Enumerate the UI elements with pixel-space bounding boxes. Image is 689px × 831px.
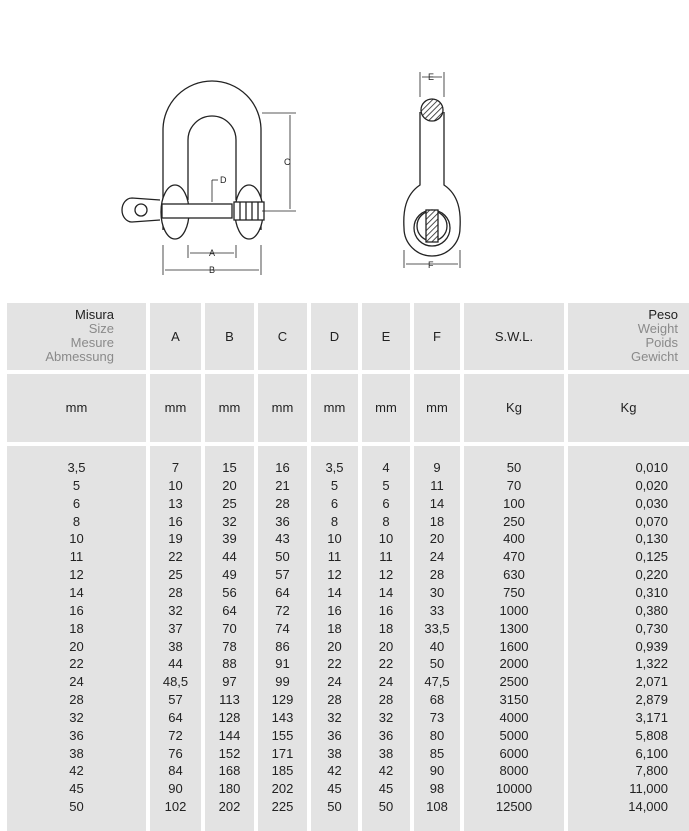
unit-size: mm (65, 400, 88, 415)
cell-e: 45 (378, 781, 394, 797)
cell-a: 76 (168, 745, 183, 761)
cell-b: 144 (218, 727, 241, 743)
cell-swl: 250 (503, 513, 525, 529)
cell-c: 21 (275, 477, 290, 493)
cell-a: 72 (168, 727, 183, 743)
cell-f: 90 (429, 763, 445, 779)
cell-a: 90 (168, 781, 183, 797)
cell-a: 37 (168, 620, 183, 636)
cell-swl: 100 (503, 495, 525, 511)
cell-e: 8 (382, 513, 390, 529)
cell-c: 74 (275, 620, 290, 636)
cell-f: 85 (429, 745, 445, 761)
cell-d: 6 (330, 495, 339, 511)
cell-weight: 2,879 (635, 692, 668, 708)
cell-d: 20 (327, 638, 342, 654)
header-size-en: Size (88, 321, 114, 336)
cell-f: 30 (429, 584, 445, 600)
cell-b: 64 (222, 602, 237, 618)
shackle-technical-drawing (0, 0, 689, 300)
cell-d: 28 (327, 692, 342, 708)
cell-d: 45 (327, 781, 342, 797)
cell-weight: 0,070 (635, 513, 668, 529)
header-size-it: Misura (74, 307, 114, 322)
cell-swl: 8000 (499, 763, 529, 779)
cell-c: 155 (271, 727, 294, 743)
cell-weight: 0,310 (635, 584, 668, 600)
cell-d: 38 (327, 745, 342, 761)
cell-weight: 0,125 (635, 549, 668, 565)
dimension-label-b: B (209, 265, 216, 275)
header-d: D (329, 329, 340, 344)
cell-b: 15 (222, 460, 237, 475)
cell-size: 5 (72, 477, 81, 493)
cell-swl: 1600 (499, 638, 529, 654)
header-size (7, 308, 114, 364)
cell-c: 185 (271, 763, 294, 779)
cell-size: 18 (69, 620, 84, 636)
cell-swl: 12500 (495, 799, 533, 815)
header-weight (568, 308, 678, 364)
cell-size: 38 (69, 745, 84, 761)
cell-f: 28 (429, 567, 445, 583)
cell-e: 50 (378, 799, 394, 815)
cell-swl: 1000 (499, 602, 529, 618)
cell-c: 129 (271, 692, 294, 708)
cell-f: 24 (429, 549, 445, 565)
cell-b: 113 (219, 692, 240, 708)
cell-f: 11 (430, 477, 444, 493)
cell-weight: 0,939 (635, 638, 668, 654)
cell-weight: 1,322 (635, 656, 668, 672)
cell-b: 25 (222, 495, 237, 511)
cell-weight: 3,171 (635, 709, 668, 725)
cell-b: 56 (222, 584, 237, 600)
cell-e: 38 (378, 745, 394, 761)
cell-e: 28 (378, 692, 394, 708)
cell-b: 78 (222, 638, 237, 654)
cell-c: 143 (271, 709, 294, 725)
cell-a: 22 (168, 549, 183, 565)
cell-e: 4 (382, 460, 390, 475)
cell-b: 44 (222, 549, 237, 565)
cell-d: 22 (327, 656, 342, 672)
unit-b: mm (218, 400, 241, 415)
cell-b: 152 (218, 745, 241, 761)
cell-swl: 2000 (499, 656, 529, 672)
cell-a: 25 (168, 567, 183, 583)
cell-c: 50 (275, 549, 290, 565)
dimension-label-f: F (428, 260, 434, 270)
unit-weight: Kg (620, 400, 637, 415)
cell-e: 20 (378, 638, 394, 654)
unit-e: mm (375, 400, 397, 415)
cell-b: 49 (222, 567, 237, 583)
cell-e: 22 (378, 656, 394, 672)
cell-f: 9 (433, 460, 441, 475)
cell-weight: 2,071 (635, 674, 668, 690)
cell-e: 11 (379, 549, 393, 565)
cell-size: 20 (69, 638, 84, 654)
cell-a: 16 (168, 513, 183, 529)
cell-swl: 400 (503, 531, 525, 547)
cell-d: 16 (327, 602, 342, 618)
cell-c: 202 (271, 781, 294, 797)
cell-size: 16 (69, 602, 84, 618)
unit-swl: Kg (506, 400, 522, 415)
cell-f: 18 (429, 513, 445, 529)
cell-size: 32 (69, 709, 84, 725)
header-weight-de: Gewicht (631, 349, 678, 364)
cell-f: 68 (429, 692, 445, 708)
cell-f: 40 (429, 638, 445, 654)
cell-e: 18 (378, 620, 394, 636)
header-a: A (171, 329, 180, 344)
cell-b: 168 (218, 763, 241, 779)
header-weight-fr: Poids (645, 335, 678, 350)
cell-size: 12 (69, 567, 84, 583)
cell-a: 102 (164, 799, 187, 815)
cell-size: 10 (69, 531, 84, 547)
cell-weight: 0,030 (635, 495, 668, 511)
cell-size: 45 (69, 781, 84, 797)
header-weight-en: Weight (637, 321, 678, 336)
cell-d: 8 (330, 513, 339, 529)
cell-weight: 0,020 (635, 477, 668, 493)
cell-size: 42 (69, 763, 84, 779)
cell-c: 64 (275, 584, 290, 600)
header-separator (0, 370, 689, 374)
cell-d: 24 (327, 674, 342, 690)
cell-b: 20 (222, 477, 237, 493)
cell-weight: 0,220 (635, 567, 668, 583)
dimension-label-e: E (428, 72, 435, 82)
cell-weight: 14,000 (628, 799, 668, 815)
cell-b: 32 (222, 513, 237, 529)
dimension-label-a: A (209, 248, 216, 258)
cell-size: 6 (72, 495, 81, 511)
cell-swl: 750 (503, 584, 525, 600)
cell-b: 128 (218, 709, 241, 725)
cell-e: 10 (378, 531, 394, 547)
header-e: E (381, 329, 391, 344)
header-c: C (277, 329, 288, 344)
cell-b: 70 (222, 620, 237, 636)
cell-size: 24 (69, 674, 84, 690)
cell-d: 50 (327, 799, 342, 815)
cell-d: 11 (327, 549, 342, 565)
cell-weight: 6,100 (635, 745, 668, 761)
cell-d: 5 (330, 477, 339, 493)
cell-swl: 3150 (499, 692, 529, 708)
cell-c: 86 (275, 638, 290, 654)
cell-a: 28 (168, 584, 183, 600)
unit-f: mm (426, 400, 448, 415)
cell-f: 80 (429, 727, 445, 743)
cell-c: 28 (275, 495, 290, 511)
header-b: B (225, 329, 234, 344)
cell-d: 18 (327, 620, 342, 636)
cell-size: 11 (69, 549, 84, 565)
dimension-label-d: D (220, 175, 227, 185)
cell-c: 16 (275, 460, 290, 475)
cell-d: 36 (327, 727, 342, 743)
cell-weight: 0,010 (635, 460, 668, 475)
cell-d: 10 (327, 531, 342, 547)
cell-a: 84 (168, 763, 183, 779)
shackle-side-view (404, 99, 460, 256)
cell-e: 42 (378, 763, 394, 779)
cell-swl: 470 (503, 549, 525, 565)
cell-weight: 0,380 (635, 602, 668, 618)
cell-c: 43 (275, 531, 290, 547)
cell-f: 33,5 (424, 620, 450, 636)
cell-weight: 7,800 (635, 763, 668, 779)
cell-f: 20 (429, 531, 445, 547)
cell-swl: 2500 (499, 674, 529, 690)
header-size-de: Abmessung (45, 349, 114, 364)
cell-a: 38 (168, 638, 183, 654)
cell-e: 32 (378, 709, 394, 725)
cell-f: 108 (426, 799, 448, 815)
cell-e: 16 (378, 602, 394, 618)
cell-c: 171 (271, 745, 294, 761)
cell-size: 3,5 (67, 460, 86, 475)
cell-e: 12 (378, 567, 394, 583)
cell-a: 57 (168, 692, 183, 708)
units-separator (0, 442, 689, 446)
cell-a: 13 (168, 495, 183, 511)
cell-c: 225 (271, 799, 294, 815)
cell-c: 91 (275, 656, 290, 672)
header-size-fr: Mesure (70, 335, 114, 350)
cell-b: 97 (222, 674, 237, 690)
cell-a: 48,5 (162, 674, 189, 690)
cell-size: 14 (69, 584, 84, 600)
cell-f: 98 (429, 781, 445, 797)
cell-weight: 0,730 (635, 620, 668, 636)
unit-a: mm (164, 400, 187, 415)
cell-f: 50 (429, 656, 445, 672)
cell-swl: 10000 (495, 781, 533, 797)
cell-a: 64 (168, 709, 183, 725)
cell-swl: 4000 (499, 709, 529, 725)
cell-c: 72 (275, 602, 290, 618)
cell-swl: 70 (506, 477, 522, 493)
cell-e: 14 (378, 584, 394, 600)
cell-size: 28 (69, 692, 84, 708)
header-swl: S.W.L. (494, 329, 534, 344)
cell-f: 14 (429, 495, 445, 511)
cell-e: 6 (382, 495, 390, 511)
cell-c: 36 (275, 513, 290, 529)
cell-d: 14 (327, 584, 342, 600)
cell-size: 22 (69, 656, 84, 672)
cell-a: 10 (168, 477, 183, 493)
cell-e: 5 (382, 477, 390, 493)
dimension-label-c: C (284, 157, 291, 167)
cell-c: 99 (275, 674, 290, 690)
cell-b: 39 (222, 531, 237, 547)
cell-swl: 50 (506, 460, 522, 475)
cell-d: 3,5 (325, 460, 344, 475)
cell-weight: 11,000 (629, 781, 668, 797)
cell-swl: 1300 (499, 620, 529, 636)
unit-c: mm (271, 400, 294, 415)
cell-d: 32 (327, 709, 342, 725)
cell-b: 180 (218, 781, 241, 797)
cell-d: 12 (327, 567, 342, 583)
cell-e: 36 (378, 727, 394, 743)
cell-d: 42 (327, 763, 342, 779)
cell-swl: 5000 (499, 727, 529, 743)
cell-f: 47,5 (424, 674, 450, 690)
cell-size: 50 (69, 799, 84, 815)
cell-swl: 6000 (499, 745, 529, 761)
cell-f: 33 (429, 602, 445, 618)
cell-a: 32 (168, 602, 183, 618)
cell-weight: 0,130 (635, 531, 668, 547)
shackle-front-view (122, 81, 264, 239)
cell-b: 88 (222, 656, 237, 672)
header-f: F (433, 329, 441, 344)
header-weight-it: Peso (648, 307, 678, 322)
cell-f: 73 (429, 709, 445, 725)
cell-weight: 5,808 (635, 727, 668, 743)
cell-c: 57 (275, 567, 290, 583)
cell-e: 24 (378, 674, 394, 690)
cell-size: 8 (72, 513, 81, 529)
cell-b: 202 (218, 799, 241, 815)
cell-a: 7 (171, 460, 180, 475)
cell-a: 19 (168, 531, 183, 547)
cell-size: 36 (69, 727, 84, 743)
cell-a: 44 (168, 656, 183, 672)
unit-d: mm (323, 400, 346, 415)
cell-swl: 630 (503, 567, 525, 583)
